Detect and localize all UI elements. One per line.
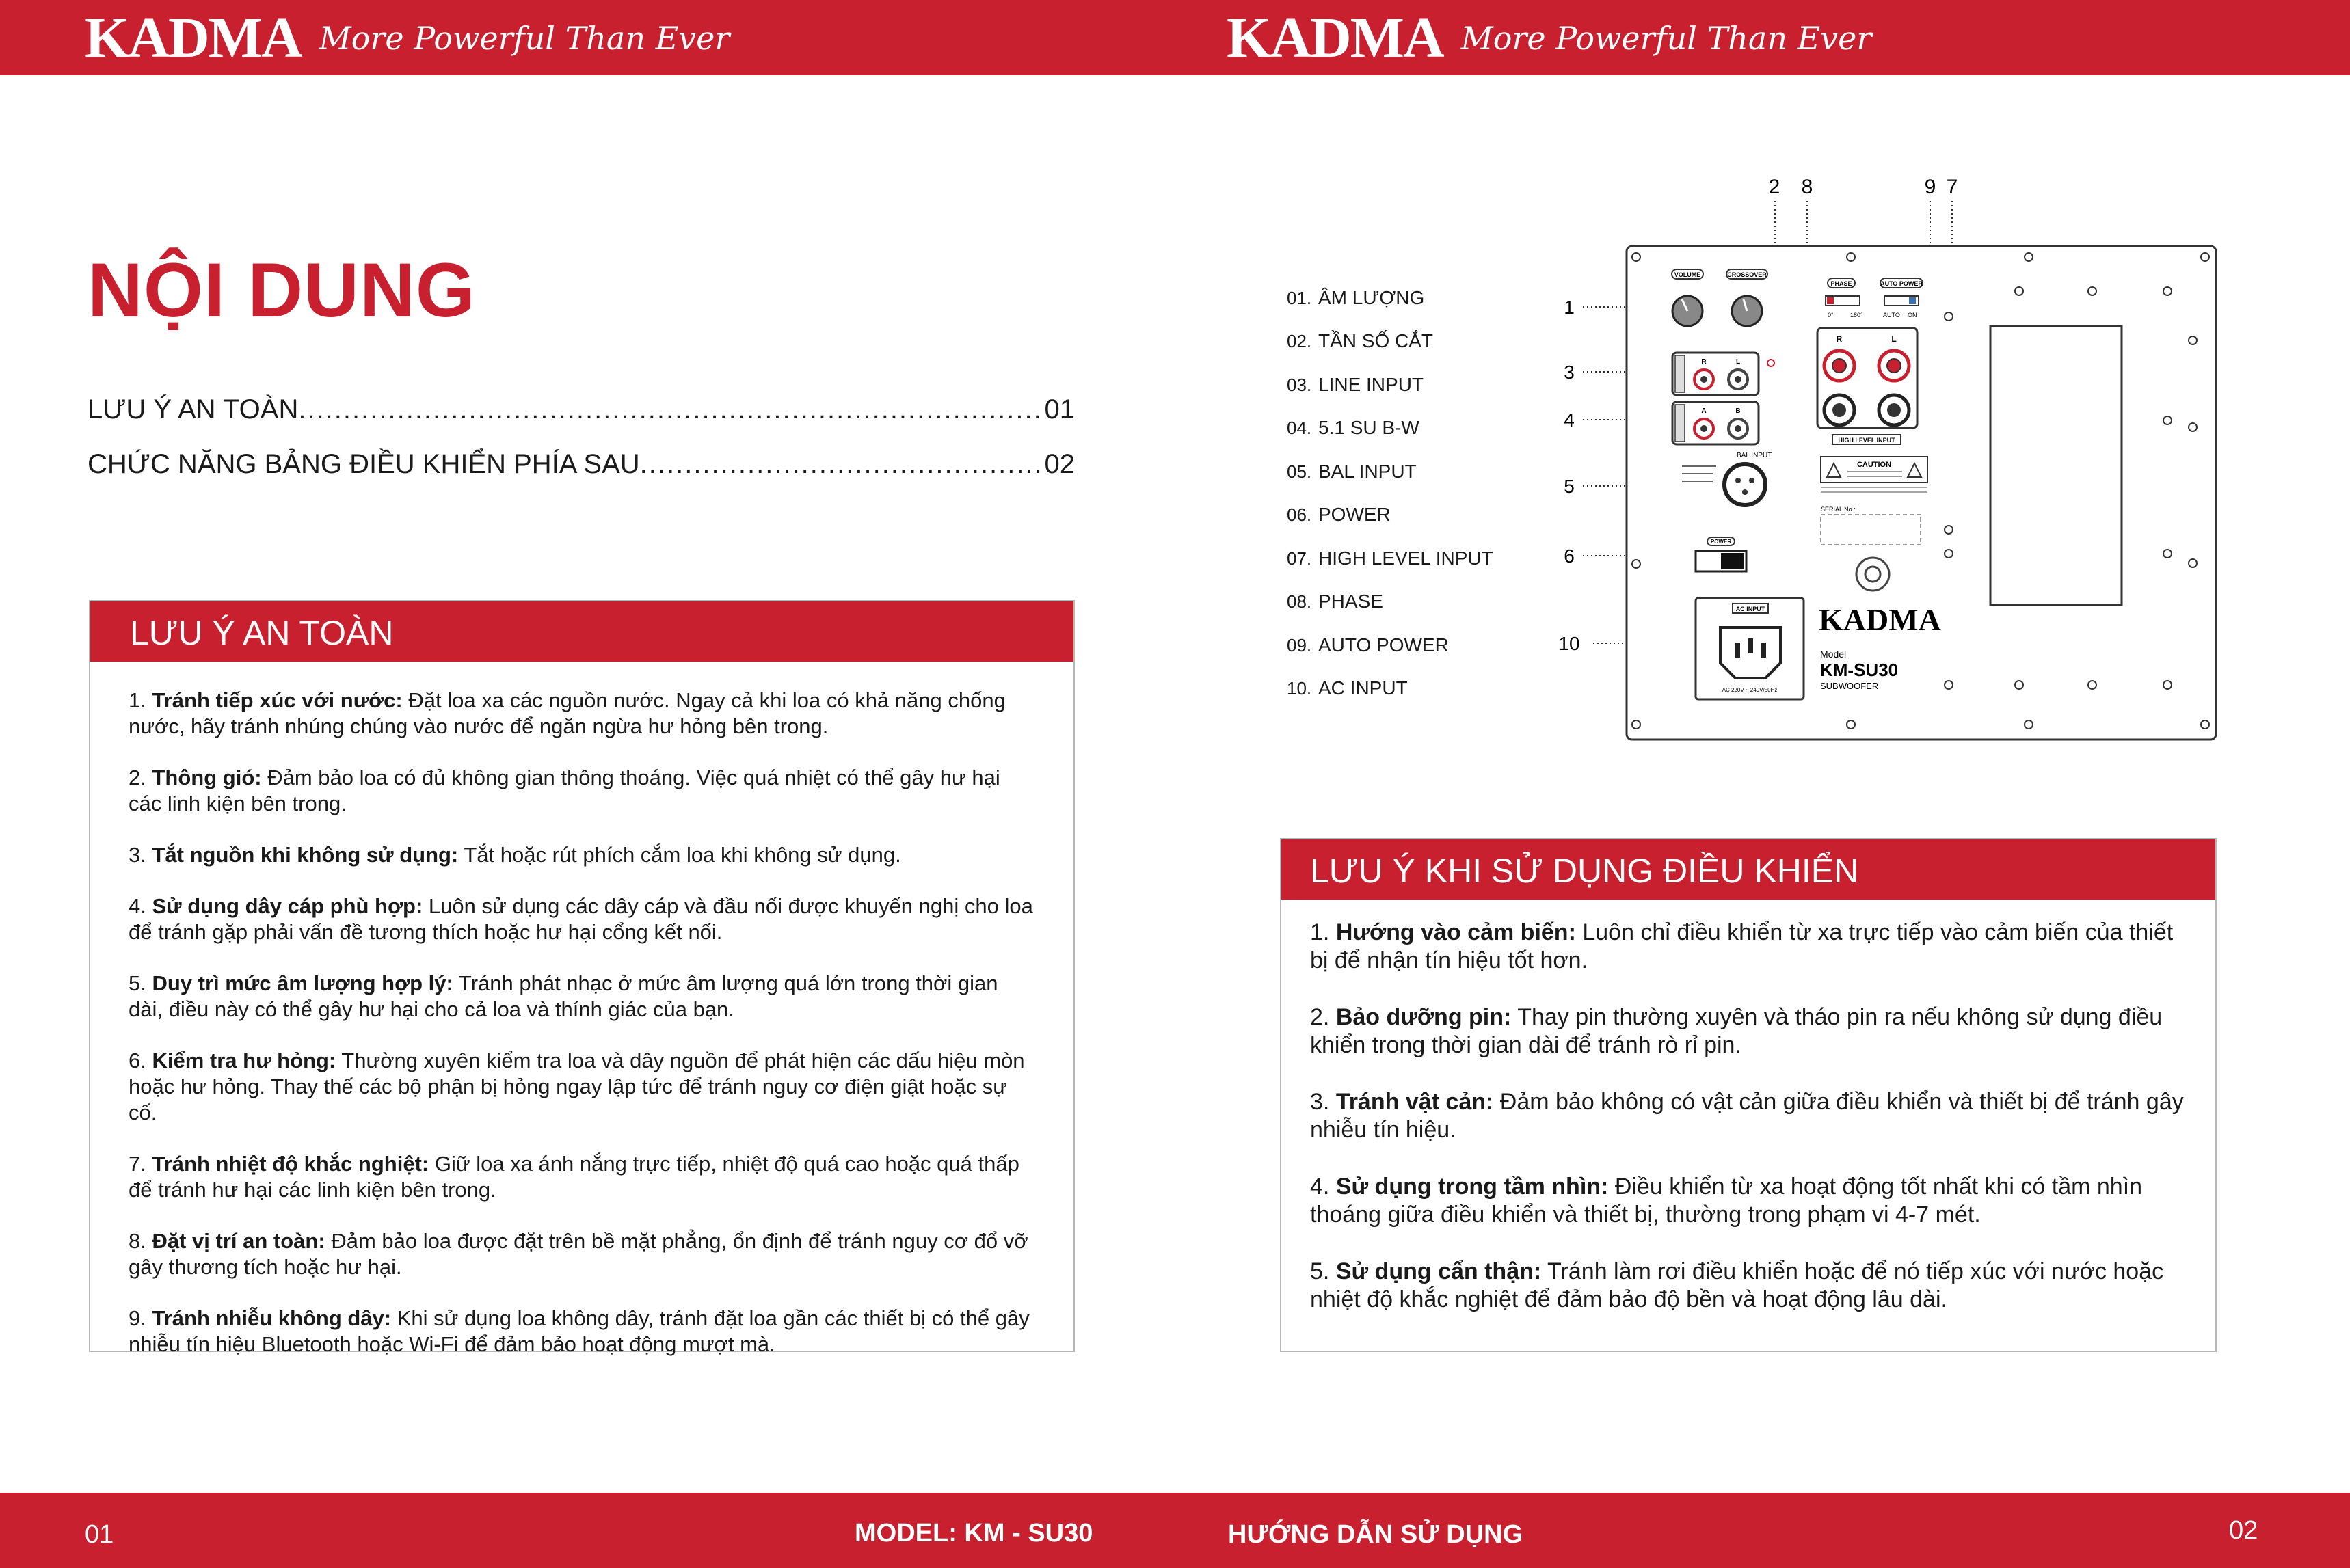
header-band — [0, 0, 2350, 75]
legend-label: ÂM LƯỢNG — [1318, 287, 1425, 308]
rca-jack-pin — [1700, 376, 1707, 383]
legend-number: 05. — [1287, 461, 1312, 482]
item-number: 7. — [129, 1152, 146, 1176]
rca-label: L — [1735, 358, 1741, 366]
legend-item — [1287, 417, 1419, 439]
legend-number: 02. — [1287, 331, 1312, 351]
toc-entry[interactable] — [88, 394, 1075, 425]
item-title: Sử dụng trong tầm nhìn: — [1335, 1174, 1609, 1200]
item-number: 3. — [129, 843, 146, 867]
ac-input-label: AC INPUT — [1735, 606, 1765, 612]
legend-number: 03. — [1287, 375, 1312, 395]
panel-cutout — [1990, 326, 2122, 605]
model-name: KM-SU30 — [1820, 660, 1899, 680]
item-number: 5. — [129, 971, 146, 995]
legend-label: AUTO POWER — [1318, 634, 1449, 655]
phase-switch-led — [1827, 297, 1834, 304]
item-number: 6. — [129, 1049, 146, 1072]
phase-value: 180° — [1850, 312, 1863, 319]
auto-power-switch-led — [1909, 297, 1916, 304]
legend-item — [1287, 330, 1433, 352]
xlr-jack[interactable] — [1724, 464, 1765, 505]
rca-jack-pin — [1700, 425, 1707, 432]
safety-item — [129, 1151, 1035, 1203]
power-switch-rocker — [1721, 553, 1744, 569]
legend-item — [1287, 591, 1383, 612]
legend-item — [1287, 548, 1493, 569]
safety-item — [129, 842, 1035, 868]
legend-number: 06. — [1287, 504, 1312, 525]
legend-label: LINE INPUT — [1318, 374, 1424, 395]
item-title: Tránh nhiễu không dây: — [152, 1306, 392, 1330]
safety-list — [90, 662, 1073, 1357]
phase-label: PHASE — [1830, 280, 1852, 287]
safety-item — [129, 688, 1035, 740]
xlr-pin — [1742, 489, 1748, 495]
item-text: Điều khiển từ xa hoạt động tốt nhất khi có tầm nhìn thoáng giữa điều khiển và thiết bị, thường trong phạm vi 4-7 mét. — [1310, 1174, 2143, 1228]
toc-page: 02 — [1044, 449, 1075, 479]
ac-spec: AC 220V ~ 240V/50Hz — [1722, 687, 1778, 693]
remote-item — [1310, 919, 2185, 975]
remote-item — [1310, 1003, 2185, 1059]
legend-label: POWER — [1318, 504, 1391, 525]
legend-label: TẦN SỐ CẮT — [1318, 330, 1434, 351]
iec-pin — [1748, 638, 1753, 653]
safety-item — [129, 971, 1035, 1023]
callout-number: 2 — [1768, 176, 1780, 198]
item-title: Sử dụng cẩn thận: — [1335, 1258, 1542, 1284]
xlr-pin — [1749, 478, 1754, 483]
item-text: Thay pin thường xuyên và tháo pin ra nếu không sử dụng điều khiển trong thời gian dài để tránh rò rỉ pin. — [1310, 1004, 2163, 1058]
legend-label: AC INPUT — [1318, 677, 1408, 699]
safety-notes-box — [89, 600, 1075, 1356]
serial-box — [1821, 515, 1921, 545]
rca-label: B — [1735, 407, 1741, 415]
item-text: Đảm bảo không có vật cản giữa điều khiển và thiết bị để tránh gây nhiễu tín hiệu. — [1310, 1089, 2184, 1143]
safety-item — [129, 1306, 1035, 1357]
bal-input-label: BAL INPUT — [1737, 452, 1772, 459]
rca-label: A — [1701, 407, 1707, 415]
phase-value: 0° — [1828, 312, 1834, 319]
item-title: Tránh nhiệt độ khắc nghiệt: — [152, 1152, 429, 1176]
power-label: POWER — [1710, 539, 1732, 545]
safety-item — [129, 765, 1035, 817]
item-number: 3. — [1310, 1089, 1330, 1115]
auto-power-label: AUTO POWER — [1880, 280, 1923, 287]
item-text: Luôn chỉ điều khiển từ xa trực tiếp vào cảm biến của thiết bị để nhận tín hiệu tốt hơn. — [1310, 919, 2174, 973]
legend-item — [1287, 634, 1449, 656]
safety-item — [129, 1048, 1035, 1126]
remote-notes-box — [1280, 838, 2217, 1352]
remote-heading: LƯU Ý KHI SỬ DỤNG ĐIỀU KHIỂN — [1281, 839, 2215, 900]
callout-number: 1 — [1564, 297, 1575, 318]
item-number: 1. — [129, 688, 146, 712]
legend-number: 09. — [1287, 635, 1312, 655]
footer-model: MODEL: KM - SU30 — [855, 1519, 1093, 1547]
legend-item — [1287, 504, 1391, 526]
page-title: NỘI DUNG — [88, 247, 476, 333]
brand-logo: KADMA — [1227, 6, 1443, 70]
crossover-label: CROSSOVER — [1727, 271, 1767, 278]
callout-number: 3 — [1564, 362, 1575, 383]
item-text: Đảm bảo loa có đủ không gian thông thoáng. Việc quá nhiệt có thể gây hư hại các linh kiện bên trong. — [129, 766, 1000, 815]
toc-label: CHỨC NĂNG BẢNG ĐIỀU KHIỂN PHÍA SAU — [88, 449, 640, 479]
item-number: 2. — [1310, 1004, 1330, 1030]
page-number-left: 01 — [85, 1520, 114, 1549]
legend-number: 07. — [1287, 548, 1312, 569]
round-port-inner — [1865, 567, 1880, 582]
xlr-pin — [1735, 478, 1741, 483]
safety-heading: LƯU Ý AN TOÀN — [90, 601, 1073, 662]
legend-item — [1287, 461, 1417, 483]
rca-jack-pin — [1735, 425, 1741, 432]
toc-page: 01 — [1044, 394, 1075, 424]
legend-label: BAL INPUT — [1318, 461, 1417, 482]
brand-tagline: More Powerful Than Ever — [319, 20, 730, 57]
item-title: Tắt nguồn khi không sử dụng: — [152, 843, 459, 867]
item-text: Giữ loa xa ánh nắng trực tiếp, nhiệt độ quá cao hoặc quá thấp để tránh hư hại các linh kiện bên trong. — [129, 1152, 1019, 1202]
auto-value: ON — [1908, 312, 1917, 319]
safety-item — [129, 1228, 1035, 1280]
terminal-core — [1832, 359, 1846, 373]
item-text: Thường xuyên kiểm tra loa và dây nguồn để phát hiện các dấu hiệu mòn hoặc hư hỏng. Thay thế các bộ phận bị hỏng ngay lập tức để tránh nguy cơ điện giật hoặc sự cố. — [129, 1049, 1025, 1124]
legend-number: 10. — [1287, 678, 1312, 699]
legend-item — [1287, 287, 1424, 309]
item-text: Tránh làm rơi điều khiển hoặc để nó tiếp xúc với nước hoặc nhiệt độ khắc nghiệt để đảm bảo độ bền và hoạt động lâu dài. — [1310, 1258, 2164, 1312]
item-number: 4. — [1310, 1174, 1330, 1200]
legend-label: HIGH LEVEL INPUT — [1318, 548, 1493, 569]
terminal-core — [1887, 359, 1901, 373]
item-title: Thông gió: — [152, 766, 262, 789]
high-level-label: HIGH LEVEL INPUT — [1838, 437, 1895, 444]
legend-number: 01. — [1287, 288, 1312, 308]
item-text: Khi sử dụng loa không dây, tránh đặt loa gần các thiết bị có thể gây nhiễu tín hiệu Bluetooth hoặc Wi-Fi để đảm bảo hoạt động mượt mà. — [129, 1306, 1030, 1356]
item-title: Kiểm tra hư hỏng: — [152, 1049, 336, 1072]
item-number: 5. — [1310, 1258, 1330, 1284]
item-text: Đảm bảo loa được đặt trên bề mặt phẳng, ổn định để tránh nguy cơ đổ vỡ gây thương tích hoặc hư hại. — [129, 1229, 1028, 1279]
remote-item — [1310, 1173, 2185, 1229]
item-title: Tránh tiếp xúc với nước: — [152, 688, 403, 712]
auto-value: AUTO — [1883, 312, 1900, 319]
sub-input-side-label — [1675, 405, 1685, 442]
legend-label: PHASE — [1318, 591, 1383, 612]
callout-number: 4 — [1564, 409, 1575, 431]
legend-item — [1287, 374, 1424, 396]
line-input-side-label — [1675, 355, 1685, 392]
brand-right — [1227, 6, 1872, 70]
remote-list — [1281, 900, 2215, 1314]
item-title: Bảo dưỡng pin: — [1335, 1004, 1512, 1030]
volume-label: VOLUME — [1674, 271, 1701, 278]
item-number: 9. — [129, 1306, 146, 1330]
item-title: Duy trì mức âm lượng hợp lý: — [152, 971, 453, 995]
rear-panel-diagram — [1545, 171, 2236, 752]
brand-tagline: More Powerful Than Ever — [1460, 20, 1872, 57]
item-title: Tránh vật cản: — [1335, 1089, 1494, 1115]
item-number: 8. — [129, 1229, 146, 1253]
legend-number: 04. — [1287, 418, 1312, 438]
item-title: Sử dụng dây cáp phù hợp: — [152, 894, 423, 918]
brand-logo: KADMA — [85, 6, 302, 70]
item-number: 1. — [1310, 919, 1330, 945]
caution-text: CAUTION — [1856, 461, 1892, 469]
callout-number: 6 — [1564, 545, 1575, 567]
rca-label: L — [1891, 334, 1897, 344]
legend-label: 5.1 SU B-W — [1318, 417, 1419, 438]
serial-label: SERIAL No : — [1821, 506, 1856, 513]
iec-pin — [1735, 643, 1740, 658]
callout-number: 7 — [1946, 176, 1958, 198]
model-label: Model — [1820, 649, 1847, 660]
safety-item — [129, 893, 1035, 945]
terminal-core — [1832, 403, 1846, 417]
toc-leader — [640, 449, 1045, 480]
remote-item — [1310, 1258, 2185, 1314]
item-text: Tắt hoặc rút phích cắm loa khi không sử dụng. — [464, 843, 901, 867]
legend-item — [1287, 677, 1408, 699]
item-title: Hướng vào cảm biến: — [1335, 919, 1576, 945]
brand-left — [85, 6, 730, 70]
legend-number: 08. — [1287, 591, 1312, 612]
toc-entry[interactable] — [88, 449, 1075, 480]
callout-number: 9 — [1924, 176, 1936, 198]
item-number: 2. — [129, 766, 146, 789]
status-led — [1767, 360, 1774, 366]
rca-label: R — [1836, 334, 1843, 344]
terminal-core — [1887, 403, 1901, 417]
item-text: Luôn sử dụng các dây cáp và đầu nối được khuyến nghị cho loa để tránh gặp phải vấn đề tương thích hoặc hư hại cổng kết nối. — [129, 894, 1033, 944]
item-title: Đặt vị trí an toàn: — [152, 1229, 325, 1253]
item-number: 4. — [129, 894, 146, 918]
toc-leader — [298, 394, 1044, 425]
item-text: Đặt loa xa các nguồn nước. Ngay cả khi loa có khả năng chống nước, hãy tránh nhúng chúng vào nước để ngăn ngừa hư hỏng bên trong. — [129, 688, 1006, 738]
footer-guide-title: HƯỚNG DẪN SỬ DỤNG — [1228, 1520, 1523, 1549]
footer-band — [0, 1493, 2350, 1568]
remote-item — [1310, 1088, 2185, 1144]
model-type: SUBWOOFER — [1820, 681, 1879, 691]
toc-label: LƯU Ý AN TOÀN — [88, 394, 299, 424]
callout-number: 10 — [1558, 633, 1580, 654]
panel-brand-logo: KADMA — [1819, 602, 1941, 637]
iec-pin — [1761, 643, 1766, 658]
callout-number: 8 — [1801, 176, 1813, 198]
item-text: Tránh phát nhạc ở mức âm lượng quá lớn trong thời gian dài, điều này có thể gây hư hại cho cả loa và thính giác của bạn. — [129, 971, 998, 1021]
callout-number: 5 — [1564, 476, 1575, 497]
rca-label: R — [1701, 358, 1707, 366]
rca-jack-pin — [1735, 376, 1741, 383]
page-number-right: 02 — [2229, 1516, 2258, 1545]
